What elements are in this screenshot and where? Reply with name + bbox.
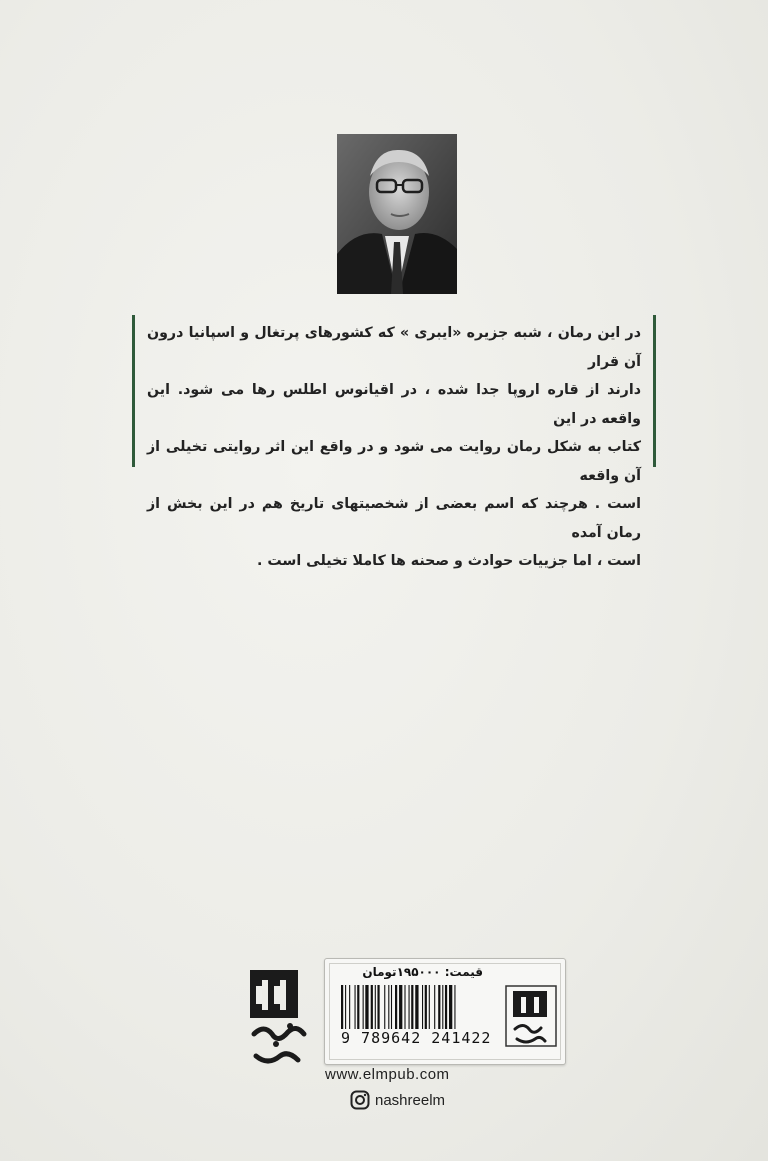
publisher-logo-icon (505, 985, 557, 1047)
instagram-link[interactable] (350, 1088, 445, 1112)
synopsis-box (132, 315, 656, 569)
synopsis-line: است . هرچند که اسم بعضی از شخصیتهای تاریخ هم در این بخش از رمان آمده (147, 496, 641, 541)
instagram-icon (350, 1090, 370, 1110)
price-barcode-sticker (324, 958, 566, 1065)
synopsis-line: دارند از قاره اروپا جدا شده ، در اقیانوس اطلس رها می شود. این واقعه در این (147, 382, 641, 427)
synopsis-line: کتاب به شکل رمان روایت می شود و در واقع این اثر روایتی تخیلی از آن واقعه (147, 439, 641, 484)
publisher-website[interactable]: www.elmpub.com (325, 1066, 450, 1083)
synopsis-line: است ، اما جزییات حوادث و صحنه ها کاملا تخیلی است . (257, 553, 641, 569)
isbn-number: 9 789642 241422 (341, 1029, 492, 1047)
synopsis-text (135, 315, 653, 576)
barcode (339, 985, 499, 1029)
instagram-handle: nashreelm (375, 1091, 446, 1109)
author-portrait-icon (337, 134, 457, 294)
publisher-logo-icon (246, 964, 316, 1076)
author-photo (337, 134, 457, 294)
price-label: قیمت: ۱۹۵۰۰۰تومان (362, 965, 483, 979)
synopsis-line: در این رمان ، شبه جزیره «ایبری » که کشورهای پرتغال و اسپانیا درون آن قرار (147, 325, 641, 370)
